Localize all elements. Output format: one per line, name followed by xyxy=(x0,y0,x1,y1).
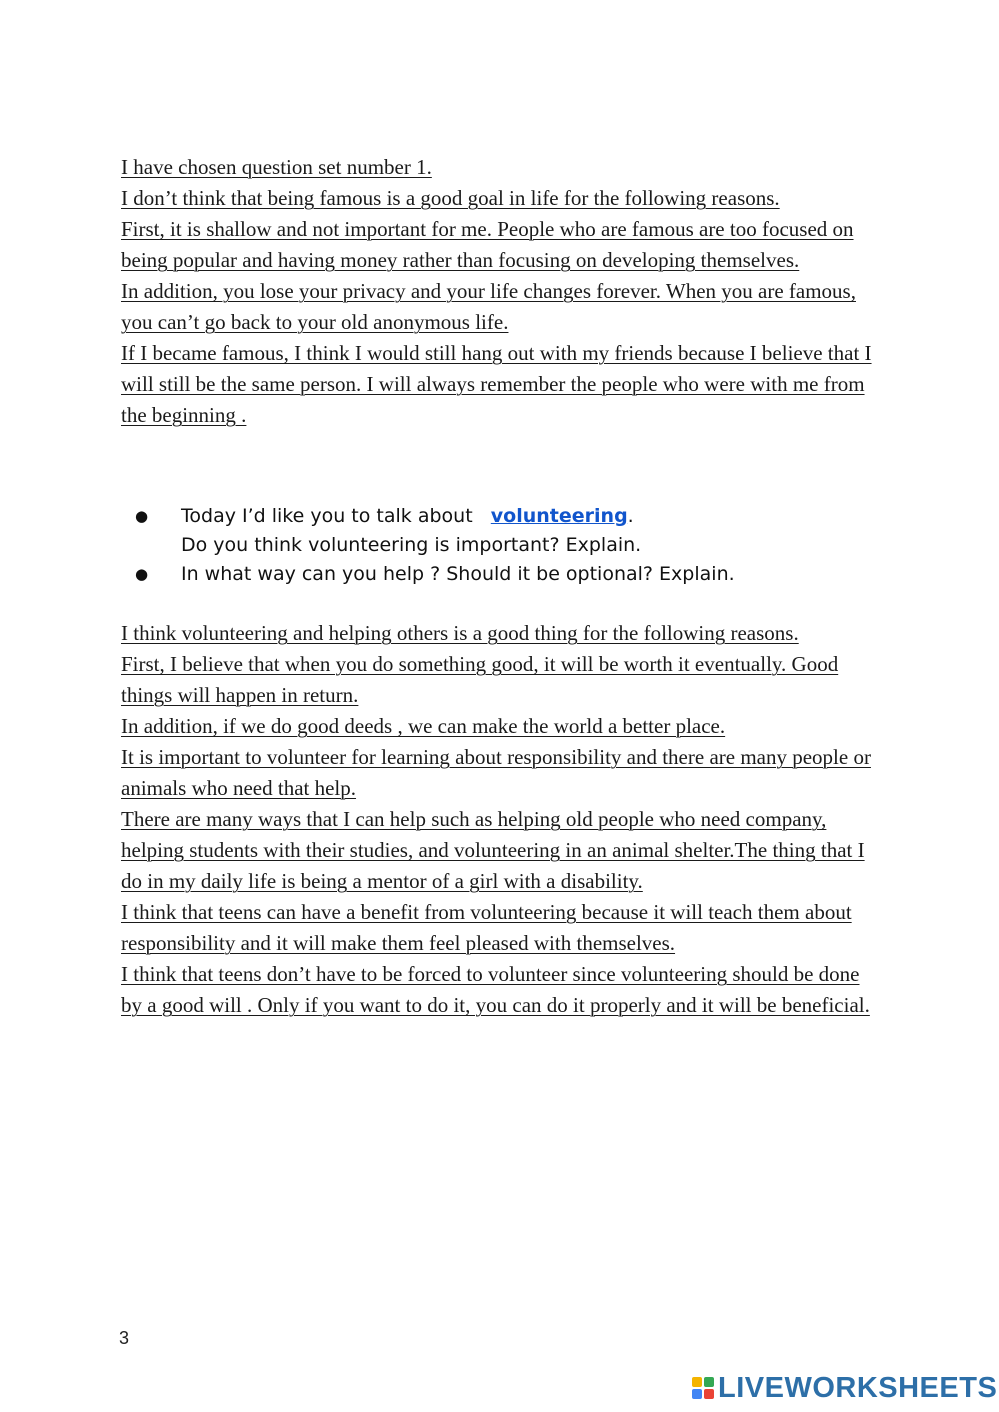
answer-2-paragraph-3: In addition, if we do good deeds , we can make the world a better place. xyxy=(121,714,726,738)
question-list xyxy=(135,502,895,589)
answer-2-paragraph-1: I think volunteering and helping others is a good thing for the following reasons. xyxy=(121,621,799,645)
answer-2-paragraph-6: I think that teens can have a benefit from volunteering because it will teach them about responsibility and it will make them feel pleased with themselves. xyxy=(121,900,852,955)
page-number: 3 xyxy=(119,1328,130,1348)
question-2-text: In what way can you help ? Should it be optional? Explain. xyxy=(181,563,735,585)
answer-2-paragraph-4: It is important to volunteer for learning about responsibility and there are many people or animals who need that help. xyxy=(121,745,871,800)
answer-block-1 xyxy=(121,152,881,431)
answer-1-paragraph-3: First, it is shallow and not important for me. People who are famous are too focused on being popular and having money rather than focusing on developing themselves. xyxy=(121,217,854,272)
bullet-icon: ● xyxy=(135,507,149,525)
question-item-1 xyxy=(135,502,895,560)
answer-1-paragraph-5: If I became famous, I think I would still hang out with my friends because I believe that I will still be the same person. I will always remember the people who were with me from the beginning . xyxy=(121,341,872,427)
question-1-suffix: . xyxy=(627,505,634,527)
answer-2-paragraph-2: First, I believe that when you do something good, it will be worth it eventually. Good things will happen in return. xyxy=(121,652,839,707)
question-item-2 xyxy=(135,560,895,589)
answer-block-2 xyxy=(121,618,881,1021)
answer-2-paragraph-5: There are many ways that I can help such as helping old people who need company, helping students with their studies, and volunteering in an animal shelter.The thing that I do in my daily life is being a mentor of a girl with a disability. xyxy=(121,807,865,893)
answer-1-paragraph-4: In addition, you lose your privacy and your life changes forever. When you are famous, you can’t go back to your old anonymous life. xyxy=(121,279,856,334)
volunteering-link[interactable]: volunteering xyxy=(490,505,628,527)
answer-2-paragraph-7: I think that teens don’t have to be forced to volunteer since volunteering should be done by a good will . Only if you want to do it, you can do it properly and it will be beneficial. xyxy=(121,962,870,1017)
bullet-icon: ● xyxy=(135,565,149,583)
answer-1-paragraph-1: I have chosen question set number 1. xyxy=(121,155,432,179)
question-1-line-2: Do you think volunteering is important? Explain. xyxy=(181,534,642,556)
question-1-prefix: Today I’d like you to talk about xyxy=(181,505,473,527)
liveworksheets-brand[interactable] xyxy=(692,1372,997,1404)
liveworksheets-logo-icon xyxy=(692,1377,714,1399)
brand-name: LIVEWORKSHEETS xyxy=(718,1371,998,1404)
answer-1-paragraph-2: I don’t think that being famous is a good goal in life for the following reasons. xyxy=(121,186,780,210)
